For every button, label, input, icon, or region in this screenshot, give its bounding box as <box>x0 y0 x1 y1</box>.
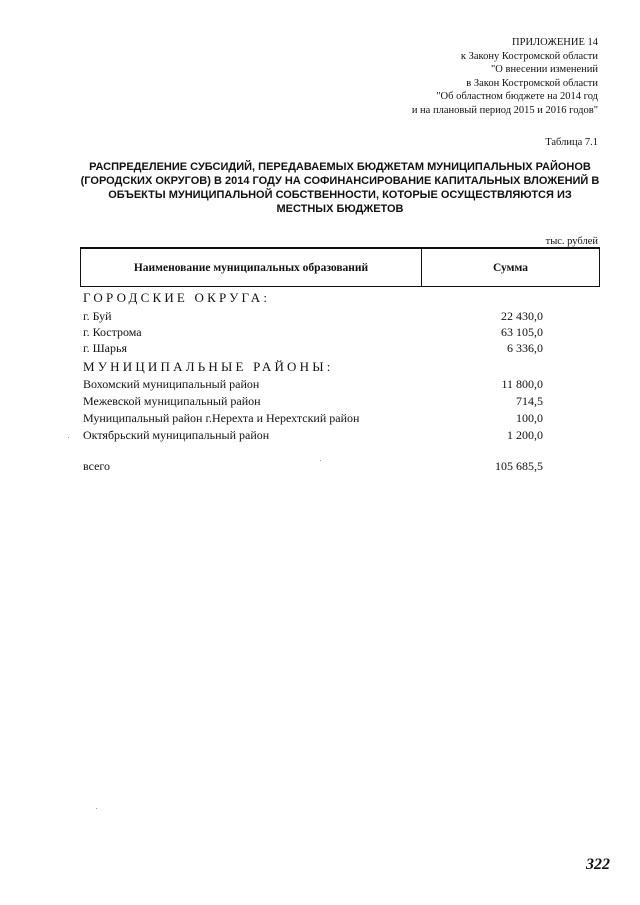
table-header <box>80 247 600 287</box>
appendix-line: "Об областном бюджете на 2014 год <box>436 91 598 102</box>
row-name: Вохомский муниципальный район <box>83 377 260 391</box>
header-name-column: Наименование муниципальных образований <box>81 249 422 286</box>
table-row <box>83 341 543 357</box>
row-name: Октябрьский муниципальный район <box>83 428 270 442</box>
appendix-line: "О внесении изменений <box>491 64 598 75</box>
table-label: Таблица 7.1 <box>545 137 598 148</box>
section-title-city-districts: ГОРОДСКИЕ ОКРУГА: <box>83 290 271 305</box>
page-number: 322 <box>586 856 610 873</box>
row-name: Межевской муниципальный район <box>83 394 261 408</box>
table-row <box>83 411 543 427</box>
appendix-line: и на плановый период 2015 и 2016 годов" <box>411 104 598 116</box>
appendix-line: к Закону Костромской области <box>460 50 598 62</box>
appendix-line: в Закон Костромской области <box>466 77 598 89</box>
table-row <box>83 394 543 410</box>
table-row <box>83 428 543 444</box>
header-sum-column: Сумма <box>493 261 528 274</box>
appendix-line: ПРИЛОЖЕНИЕ 14 <box>512 37 598 48</box>
table-row <box>83 325 543 341</box>
section-title-municipal-districts: МУНИЦИПАЛЬНЫЕ РАЙОНЫ: <box>83 359 334 374</box>
units-label: тыс. рублей <box>545 236 598 247</box>
table-row <box>83 377 543 393</box>
row-name: Муниципальный район г.Нерехта и Нерехтский район <box>83 411 360 425</box>
row-value: 22 430,0 <box>501 309 543 323</box>
table-row <box>83 309 543 325</box>
row-name: г. Шарья <box>83 341 127 355</box>
scan-speck <box>68 437 69 438</box>
scan-speck <box>96 808 97 809</box>
scan-speck <box>320 460 321 461</box>
total-label: всего <box>83 459 111 473</box>
total-value: 105 685,5 <box>495 459 543 473</box>
row-value: 1 200,0 <box>507 428 543 442</box>
row-value: 6 336,0 <box>507 341 543 355</box>
row-value: 63 105,0 <box>501 325 543 339</box>
row-name: г. Буй <box>83 309 112 323</box>
document-title: РАСПРЕДЕЛЕНИЕ СУБСИДИЙ, ПЕРЕДАВАЕМЫХ БЮДЖЕТАМ МУНИЦИПАЛЬНЫХ РАЙОНОВ (ГОРОДСКИХ ОКРУГОВ) В 2014 ГОДУ НА СОФИНАНСИРОВАНИЕ КАПИТАЛЬНЫХ ВЛОЖЕНИЙ В ОБЪЕКТЫ МУНИЦИПАЛЬНОЙ СОБСТВЕННОСТИ, КОТОРЫЕ ОСУЩЕСТВЛЯЮТСЯ ИЗ МЕСТНЫХ БЮДЖЕТОВ <box>80 161 600 215</box>
row-value: 11 800,0 <box>501 377 543 391</box>
appendix-header <box>412 36 598 117</box>
table-total-row <box>83 459 543 475</box>
row-value: 100,0 <box>516 411 543 425</box>
row-name: г. Кострома <box>83 325 142 339</box>
row-value: 714,5 <box>516 394 543 408</box>
